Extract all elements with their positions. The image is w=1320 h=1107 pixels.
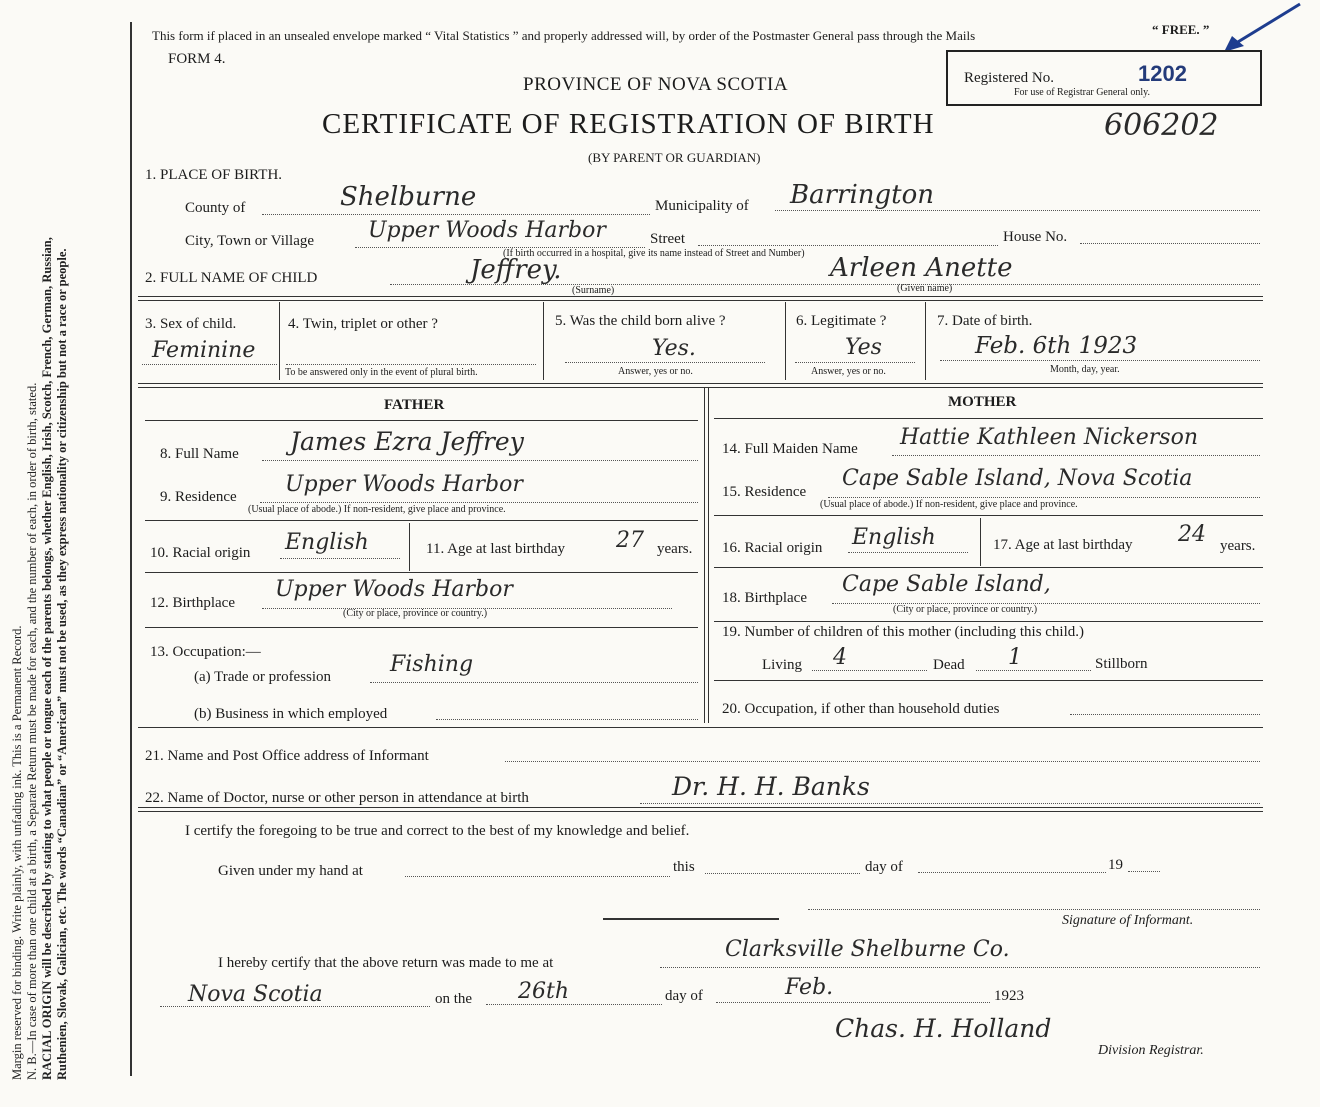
municipality-label: Municipality of — [655, 198, 749, 214]
registrar-signature: Chas. H. Holland — [835, 1014, 1052, 1043]
hospital-note: (If birth occurred in a hospital, give its name instead of Street and Number) — [503, 248, 805, 259]
dead-label: Dead — [933, 657, 965, 673]
mother-age: 24 — [1178, 522, 1206, 547]
sex-label: 3. Sex of child. — [145, 316, 237, 332]
mother-birthplace-note: (City or place, province or country.) — [893, 604, 1038, 615]
father-age: 27 — [616, 528, 644, 553]
mother-race: English — [852, 525, 936, 550]
margin-divider — [130, 22, 132, 1076]
registered-note: For use of Registrar General only. — [1014, 87, 1150, 98]
form-number: FORM 4. — [168, 51, 226, 67]
registrar-province: Nova Scotia — [188, 982, 323, 1007]
mother-residence-label: 15. Residence — [722, 484, 807, 500]
mother-children-label: 19. Number of children of this mother (including this child.) — [722, 624, 1085, 640]
certificate-subtitle: (BY PARENT OR GUARDIAN) — [588, 150, 761, 165]
postal-note: This form if placed in an unsealed envelope marked “ Vital Statistics ” and properly addressed will, by order of the Postmaster General pass through the Mails — [152, 28, 976, 43]
municipality-value: Barrington — [790, 180, 935, 210]
signature-informant-caption: Signature of Informant. — [1062, 913, 1194, 928]
house-label: House No. — [1003, 229, 1068, 245]
margin-line-1: Margin reserved for binding. Write plainly, with unfading ink. This is a Permanent Record. — [10, 625, 24, 1080]
father-business-label: (b) Business in which employed — [194, 706, 388, 722]
registrar-return-label: I hereby certify that the above return was made to me at — [218, 955, 554, 971]
child-surname: Jeffrey. — [470, 255, 562, 285]
legit-note: Answer, yes or no. — [811, 366, 886, 377]
margin-instructions — [10, 20, 70, 1080]
registered-label: Registered No. — [964, 70, 1054, 86]
father-race-label: 10. Racial origin — [150, 545, 251, 561]
legit-label: 6. Legitimate ? — [796, 313, 887, 329]
mother-heading: MOTHER — [948, 394, 1017, 410]
mother-birthplace-label: 18. Birthplace — [722, 590, 807, 606]
place-heading: 1. PLACE OF BIRTH. — [145, 167, 283, 183]
father-birthplace: Upper Woods Harbor — [275, 577, 513, 602]
margin-line-3: RACIAL ORIGIN will be described by stating to what people or tongue each of the parents belongs, whether English, Irish, Scotch, French, German, Russian, — [40, 237, 54, 1080]
alive-value: Yes. — [652, 336, 696, 361]
doctor-label: 22. Name of Doctor, nurse or other person in attendance at birth — [145, 790, 529, 806]
mother-race-label: 16. Racial origin — [722, 540, 823, 556]
doctor-value: Dr. H. H. Banks — [672, 772, 870, 801]
surname-caption: (Surname) — [572, 285, 615, 296]
living-label: Living — [762, 657, 802, 673]
date-note: Month, day, year. — [1050, 364, 1120, 375]
informant-label: 21. Name and Post Office address of Informant — [145, 748, 429, 764]
county-label: County of — [185, 200, 246, 216]
mother-age-label: 17. Age at last birthday — [993, 537, 1133, 553]
certify-statement: I certify the foregoing to be true and correct to the best of my knowledge and belief. — [185, 823, 690, 839]
father-residence-note: (Usual place of abode.) If non-resident, give place and province. — [248, 504, 506, 515]
father-trade: Fishing — [390, 652, 474, 677]
margin-line-4: Ruthenien, Slovak, Galician, etc. The words “Canadian” or “American” must not be used, as they express nationality or citizenship but not a race or people. — [55, 248, 69, 1080]
given-day-of-label: day of — [865, 859, 903, 875]
living-value: 4 — [833, 645, 847, 670]
given-caption: (Given name) — [897, 283, 953, 294]
given-year-label: 19 — [1108, 857, 1123, 873]
certificate-number: 606202 — [1104, 108, 1219, 143]
father-trade-label: (a) Trade or profession — [194, 669, 332, 685]
child-given-name: Arleen Anette — [830, 253, 1013, 283]
mother-years: years. — [1220, 538, 1256, 554]
stillborn-label: Stillborn — [1095, 656, 1148, 672]
date-value: Feb. 6th 1923 — [975, 333, 1138, 359]
registrar-place: Clarksville Shelburne Co. — [725, 937, 1010, 962]
registrar-day-of: day of — [665, 988, 703, 1004]
mother-residence-note: (Usual place of abode.) If non-resident, give place and province. — [820, 499, 1078, 510]
mother-birthplace: Cape Sable Island, — [842, 572, 1051, 597]
father-birthplace-label: 12. Birthplace — [150, 595, 235, 611]
province-heading: PROVINCE OF NOVA SCOTIA — [523, 74, 789, 95]
mother-name: Hattie Kathleen Nickerson — [900, 425, 1199, 450]
dead-value: 1 — [1008, 645, 1022, 670]
father-residence-label: 9. Residence — [160, 489, 237, 505]
registrar-on-the: on the — [435, 991, 473, 1007]
twin-label: 4. Twin, triplet or other ? — [288, 316, 438, 332]
father-birthplace-note: (City or place, province or country.) — [343, 608, 488, 619]
city-label: City, Town or Village — [185, 233, 315, 249]
alive-note: Answer, yes or no. — [618, 366, 693, 377]
twin-note: To be answered only in the event of plural birth. — [285, 367, 478, 378]
father-age-label: 11. Age at last birthday — [426, 541, 565, 557]
child-name-label: 2. FULL NAME OF CHILD — [145, 270, 318, 286]
mother-residence: Cape Sable Island, Nova Scotia — [842, 466, 1193, 491]
sex-value: Feminine — [152, 338, 256, 363]
certificate-title: CERTIFICATE OF REGISTRATION OF BIRTH — [322, 108, 935, 140]
date-label: 7. Date of birth. — [937, 313, 1033, 329]
registrar-day: 26th — [518, 979, 570, 1004]
given-this-label: this — [673, 859, 695, 875]
father-name: James Ezra Jeffrey — [290, 427, 524, 456]
registrar-year: 1923 — [994, 988, 1024, 1004]
margin-line-2: N. B.—In case of more than one child at a birth, a Separate Return must be made for each, and the number of each, in order of birth, stated. — [25, 382, 39, 1080]
mother-occupation-label: 20. Occupation, if other than household duties — [722, 701, 1000, 717]
father-race: English — [285, 530, 369, 555]
father-years: years. — [657, 541, 693, 557]
given-hand-label: Given under my hand at — [218, 863, 363, 879]
father-occupation-label: 13. Occupation:— — [150, 644, 261, 660]
father-residence: Upper Woods Harbor — [285, 472, 523, 497]
registered-box — [946, 50, 1262, 106]
legit-value: Yes — [845, 335, 882, 360]
registered-number: 1202 — [1138, 61, 1187, 86]
alive-label: 5. Was the child born alive ? — [555, 313, 726, 329]
street-label: Street — [650, 231, 685, 247]
postal-free: “ FREE. ” — [1152, 22, 1210, 37]
city-value: Upper Woods Harbor — [368, 218, 606, 243]
father-heading: FATHER — [384, 397, 445, 413]
father-name-label: 8. Full Name — [160, 446, 239, 462]
mother-name-label: 14. Full Maiden Name — [722, 441, 858, 457]
registrar-month: Feb. — [785, 975, 834, 1000]
county-value: Shelburne — [340, 182, 477, 212]
division-registrar-caption: Division Registrar. — [1098, 1043, 1204, 1058]
